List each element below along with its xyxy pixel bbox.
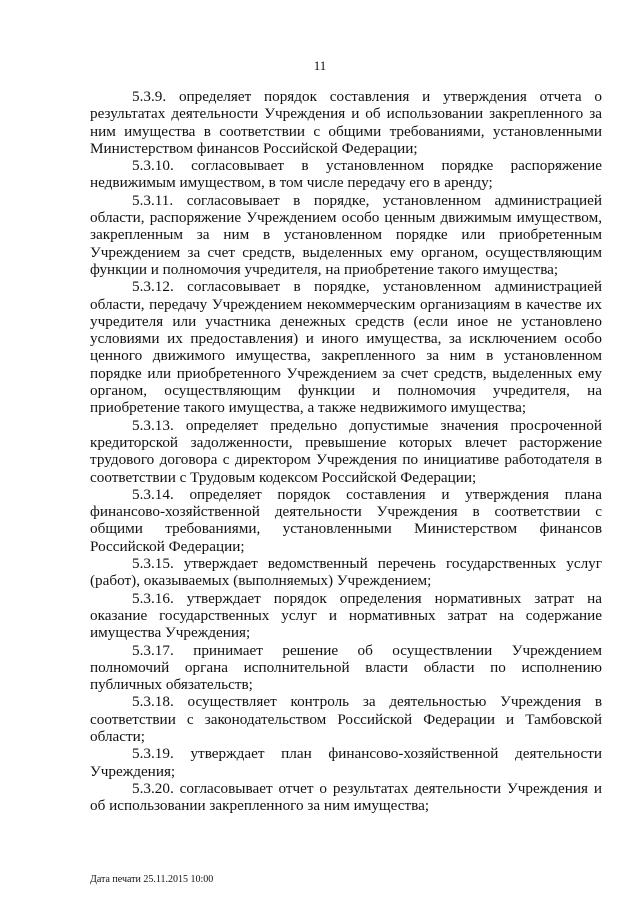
paragraph-5-3-17: 5.3.17. принимает решение об осуществлении Учреждением полномочий органа исполнительной власти области по исполнению публичных обязательств; bbox=[90, 641, 602, 694]
paragraph-5-3-19: 5.3.19. утверждает план финансово-хозяйственной деятельности Учреждения; bbox=[90, 745, 602, 780]
paragraph-5-3-12: 5.3.12. согласовывает в порядке, установленном администрацией области, передачу Учреждением некоммерческим организациям в качестве их учредителя или участника денежных средств (если иное не установлено условиями их предоставления) и иного имущества, за исключением особо ценного движимого имущества, закрепленного за ним в установленном порядке или приобретенного Учреждением за счет средств, выделенных ему органом, осуществляющим функции и полномочия учредителя, на приобретение такого имущества, а также недвижимого имущества; bbox=[90, 278, 602, 417]
print-date-footer: Дата печати 25.11.2015 10:00 bbox=[90, 874, 214, 885]
paragraph-5-3-16: 5.3.16. утверждает порядок определения нормативных затрат на оказание государственных услуг и нормативных затрат на содержание имущества Учреждения; bbox=[90, 589, 602, 642]
paragraph-5-3-11: 5.3.11. согласовывает в порядке, установленном администрацией области, распоряжение Учреждением особо ценным движимым имуществом, закрепленным за ним в установленном порядке или приобретенным Учреждением за счет средств, выделенных ему органом, осуществляющим функции и полномочия учредителя, на приобретение такого имущества; bbox=[90, 191, 602, 278]
page-number: 11 bbox=[313, 58, 327, 73]
paragraph-5-3-9: 5.3.9. определяет порядок составления и утверждения отчета о результатах деятельности Учреждения и об использовании закрепленного за ним имущества в соответствии с общими требованиями, установленными Министерством финансов Российской Федерации; bbox=[90, 88, 602, 157]
paragraph-5-3-18: 5.3.18. осуществляет контроль за деятельностью Учреждения в соответствии с законодательством Российской Федерации и Тамбовской области; bbox=[90, 693, 602, 745]
paragraph-5-3-15: 5.3.15. утверждает ведомственный перечень государственных услуг (работ), оказываемых (выполняемых) Учреждением; bbox=[90, 555, 602, 590]
paragraph-5-3-10: 5.3.10. согласовывает в установленном порядке распоряжение недвижимым имуществом, в том числе передачу его в аренду; bbox=[90, 157, 602, 192]
paragraph-5-3-20: 5.3.20. согласовывает отчет о результатах деятельности Учреждения и об использовании закрепленного за ним имущества; bbox=[90, 779, 602, 815]
document-body bbox=[90, 88, 602, 814]
paragraph-5-3-14: 5.3.14. определяет порядок составления и утверждения плана финансово-хозяйственной деятельности Учреждения в соответствии с общими требованиями, установленными Министерством финансов Российской Федерации; bbox=[90, 485, 602, 555]
paragraph-5-3-13: 5.3.13. определяет предельно допустимые значения просроченной кредиторской задолженности, превышение которых влечет расторжение трудового договора с директором Учреждения по инициативе работодателя в соответствии с Трудовым кодексом Российской Федерации; bbox=[90, 416, 602, 486]
